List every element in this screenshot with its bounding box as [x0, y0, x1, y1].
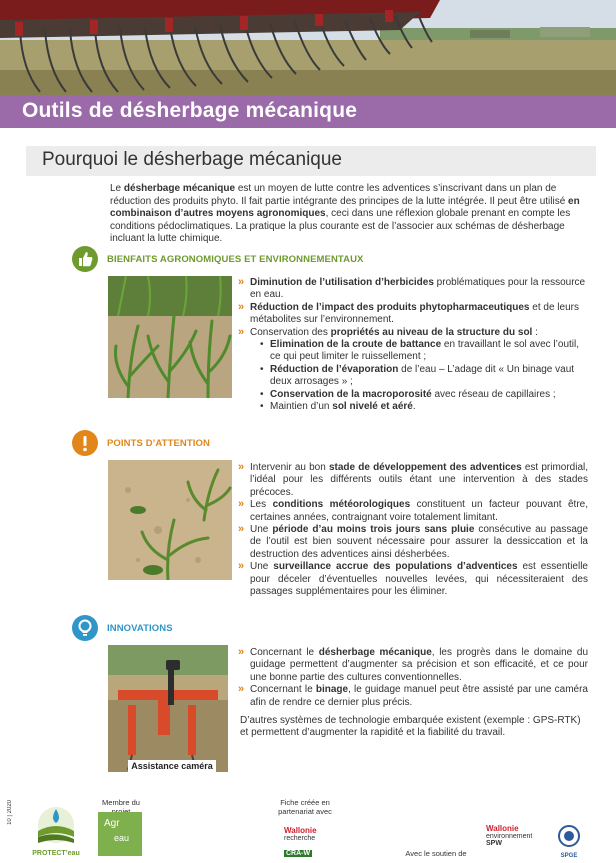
list-item — [238, 462, 588, 499]
innovations-paragraph: D’autres systèmes de technologie embarquée existent (exemple : GPS-RTK) et permettent d’augmenter la rapidité et la fiabilité du travail. — [240, 715, 581, 739]
bullet-emphasis: période d’au moins trois jours sans pluie — [272, 524, 475, 536]
bullet-text: Les — [250, 499, 273, 511]
benefits-section-title: BIENFAITS AGRONOMIQUES ET ENVIRONNEMENTAUX — [107, 254, 364, 265]
intro-text: Le — [110, 183, 124, 194]
agreau-logo — [98, 812, 142, 856]
wallonie-wordmark: Wallonie — [284, 826, 317, 835]
list-item — [238, 327, 590, 414]
list-item — [238, 647, 588, 684]
bullet-emphasis: conditions météorologiques — [272, 499, 411, 511]
bullet-emphasis: propriétés au niveau de la structure du sol — [330, 326, 533, 338]
agreau-wordmark-a: Agr — [104, 818, 120, 829]
bullet-text: Conservation des — [250, 326, 331, 338]
corn-seedlings-photo — [108, 276, 232, 398]
benefits-list — [238, 277, 590, 413]
spge-wordmark: SPGE — [560, 853, 578, 859]
bullet-text: Une — [250, 524, 273, 536]
bullet-text: de l’eau – L’adage dit « Un binage vaut deux arrosages » ; — [270, 363, 575, 388]
protecteau-logo — [30, 803, 82, 855]
support-label: Avec le soutien de — [405, 849, 467, 858]
intro-text: est un moyen de lutte contre les adventices s’inscrivant dans un plan de réduction des produits phyto. Il fait partie intégrante des principes de la lutte intégrée. Il peut être utilisé — [110, 183, 569, 207]
thumbs-up-icon — [72, 246, 98, 272]
bullet-emphasis: surveillance accrue des populations d’adventices — [273, 561, 518, 573]
sub-list-item — [260, 389, 590, 401]
innovations-section-title: INNOVATIONS — [107, 623, 173, 634]
protecteau-wordmark: PROTECT’eau — [32, 850, 80, 857]
sub-list-item — [260, 401, 590, 413]
wallonie-env-wordmark: Wallonie — [486, 824, 519, 833]
bullet-text: : — [532, 326, 538, 338]
bullet-text: en travaillant le sol avec l’outil, ce qui peut limiter le ruissellement ; — [270, 339, 580, 363]
bullet-text: Une — [250, 561, 274, 573]
craw-wordmark: CRA-W — [286, 850, 311, 857]
bullet-text: Intervenir au bon — [250, 462, 329, 473]
bullet-emphasis: binage — [315, 684, 349, 696]
bullet-emphasis: stade de développement des adventices — [328, 462, 522, 473]
intro-text: , ceci dans une réflexion globale prenant en compte les conditions pédoclimatiques. La pratique la plus courante est de l’associer aux schémas de désherbage incluant la lutte chimique. — [110, 208, 571, 245]
list-item — [238, 302, 590, 327]
agreau-wordmark-b: eau — [114, 833, 130, 843]
header-photo — [0, 0, 616, 95]
edition-date: 10 | 2020 — [7, 800, 13, 825]
created-label: Fiche créée en partenariat avec — [278, 798, 332, 816]
bullet-emphasis: Elimination de la croute de battance — [270, 339, 442, 351]
list-item — [238, 524, 588, 561]
intro-paragraph — [110, 183, 588, 246]
member-label: Membre du — [102, 798, 140, 807]
bullet-text: et de leurs métabolites sur l’environnement. — [250, 301, 579, 326]
sub-list — [250, 339, 590, 413]
harrow-illustration — [0, 0, 616, 95]
bullet-emphasis: Diminution de l’utilisation d’herbicides — [250, 277, 434, 288]
weeds-soil-photo — [108, 460, 232, 580]
list-item — [238, 684, 588, 709]
bullet-text: consécutive au passage de l’outil est bien souvent nécessaire pour assurer la dessiccation et la destruction des adventices ainsi désherbées. — [250, 524, 589, 560]
page-title-part-2: désherbage mécanique — [119, 99, 358, 122]
environnement-wordmark: environnement — [486, 833, 533, 840]
intro-emphasis: en combinaison d’autres moyens agronomiques — [110, 195, 580, 220]
attention-list — [238, 462, 588, 598]
bullet-emphasis: Réduction de l’impact des produits phytopharmaceutiques — [250, 301, 530, 313]
bullet-text: Concernant le — [250, 647, 319, 658]
list-item — [238, 561, 588, 598]
page-title — [22, 99, 357, 123]
camera-guidance-photo — [108, 645, 228, 772]
sub-list-item — [260, 364, 590, 389]
spw-wordmark: SPW — [486, 840, 502, 847]
intro-emphasis: désherbage mécanique — [123, 183, 236, 194]
title-band — [0, 95, 616, 128]
bullet-text: , les progrès dans le domaine du guidage permettent d’augmenter sa précision et son efficacité, et ce pour une bonne partie des cultures conventionnelles. — [250, 647, 589, 683]
bullet-text: avec réseau de capillaires ; — [431, 388, 556, 400]
spge-logo — [556, 824, 582, 859]
bullet-emphasis: désherbage mécanique — [318, 647, 432, 658]
bullet-emphasis: sol nivelé et aéré — [332, 401, 413, 413]
bullet-emphasis: Réduction de l’évaporation — [270, 363, 399, 375]
bullet-text: . — [412, 401, 416, 413]
sub-list-item — [260, 339, 590, 364]
bullet-text: constituent un facteur pouvant être, certaines années, contraignant voire totalement limitant. — [250, 499, 589, 523]
page-title-part-1: Outils de — [22, 99, 120, 122]
bullet-text: est primordial, l’idéal pour les différents outils étant une intervention à des stades précoces. — [250, 462, 589, 498]
section-heading: Pourquoi le désherbage mécanique — [42, 149, 342, 170]
bullet-text: , le guidage manuel peut être assisté par une caméra afin de rendre ce dernier plus précis. — [250, 684, 588, 708]
subtitle-box — [26, 146, 596, 176]
bullet-emphasis: Conservation de la macroporosité — [270, 388, 432, 400]
exclamation-icon — [72, 430, 98, 456]
list-item — [238, 277, 590, 302]
photo-caption: Assistance caméra — [128, 760, 216, 772]
bullet-text: problématiques pour la ressource en eau. — [250, 277, 586, 301]
bullet-text: Concernant le — [250, 684, 316, 696]
wallonie-environnement-logo — [486, 824, 550, 856]
attention-section-title: POINTS D’ATTENTION — [107, 438, 210, 449]
wallonie-recherche-logo — [284, 826, 344, 856]
bullet-text: Maintien d’un — [270, 401, 333, 413]
recherche-wordmark: recherche — [284, 835, 316, 842]
innovations-list — [238, 647, 588, 709]
lightbulb-icon — [72, 615, 98, 641]
list-item — [238, 499, 588, 524]
bullet-text: est essentielle pour déceler d’éventuelles nouvelles levées, qui nécessiteraient des passages supplémentaires pour les éliminer. — [250, 561, 588, 598]
